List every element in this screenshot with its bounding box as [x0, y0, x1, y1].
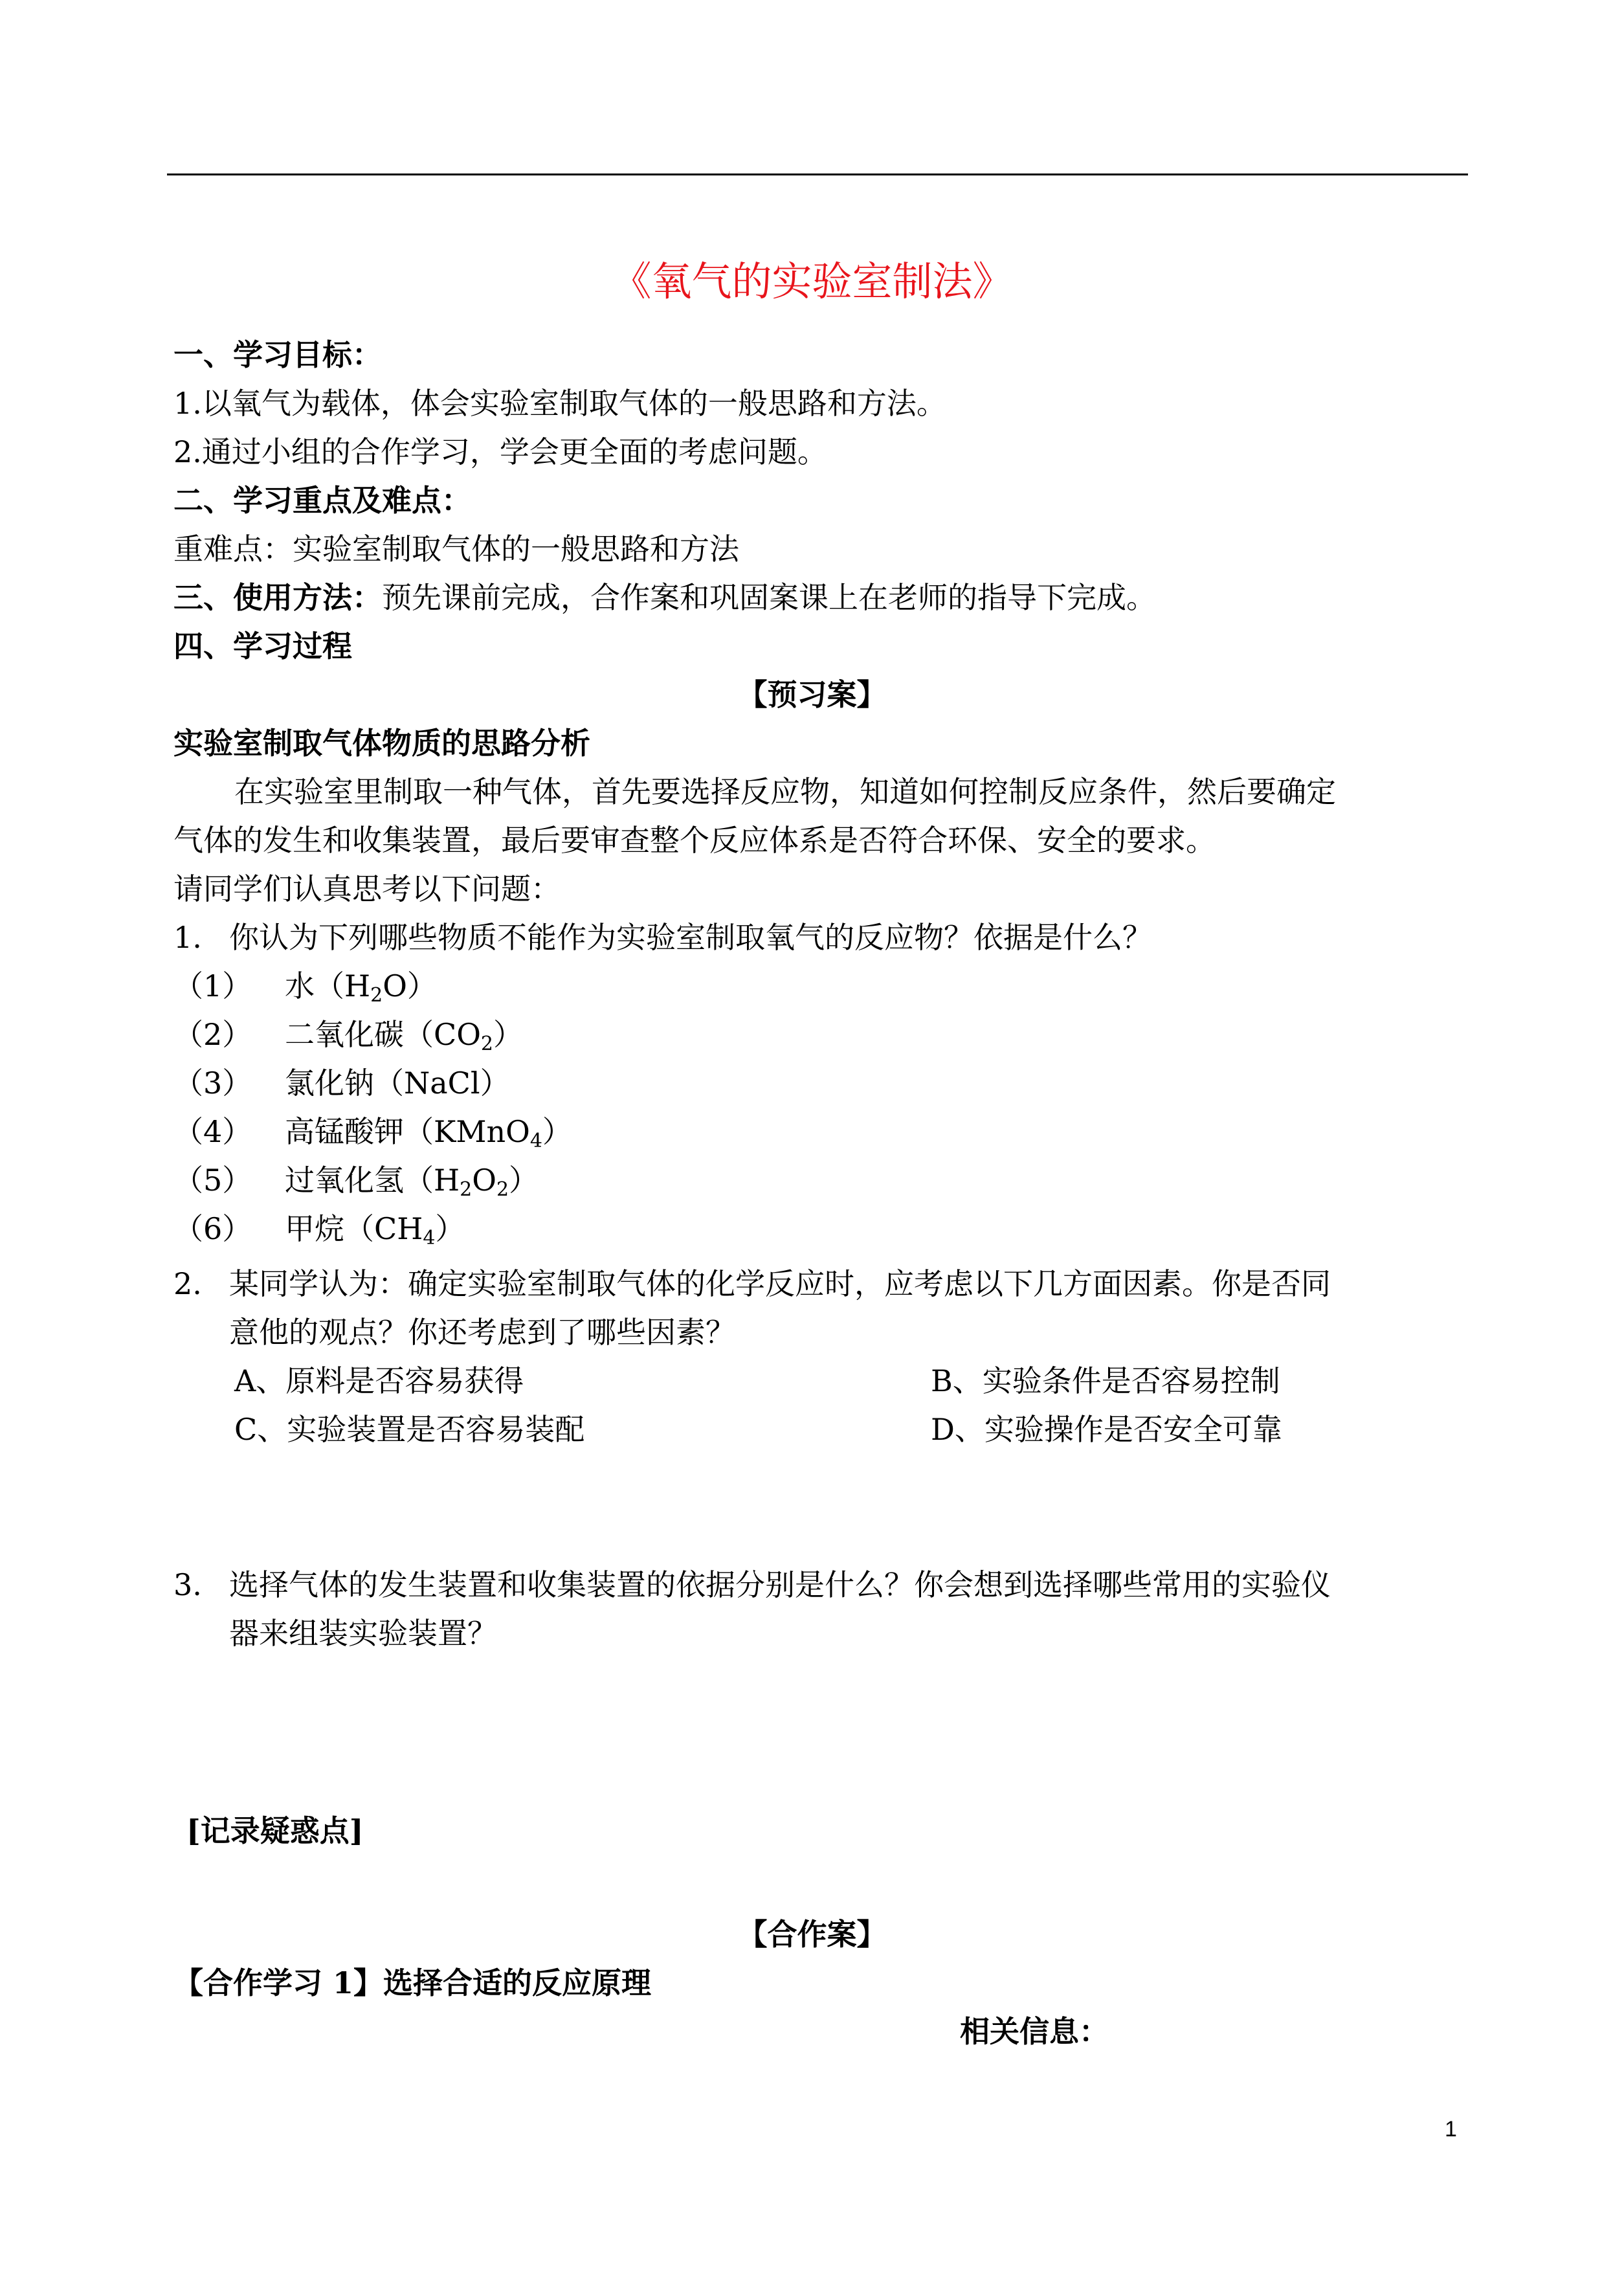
option-c: C、实验装置是否容易装配 — [234, 1412, 585, 1447]
subscript: 2 — [480, 1033, 494, 1055]
question-1 — [173, 918, 1152, 957]
key-points-heading: 二、学习重点及难点： — [173, 483, 471, 518]
formula-part: ） — [542, 1114, 572, 1149]
substance-number: （2） — [173, 1017, 252, 1052]
question-3-cont: 器来组装实验装置？ — [229, 1616, 497, 1651]
substance-number: （6） — [173, 1211, 252, 1246]
formula-part: ） — [435, 1211, 465, 1246]
cooperation-heading: 【合作案】 — [737, 1917, 887, 1952]
header-rule — [167, 173, 1468, 175]
intro-line-2: 气体的发生和收集装置，最后要审查整个反应体系是否符合环保、安全的要求。 — [173, 823, 1216, 858]
question-text: 选择气体的发生装置和收集装置的依据分别是什么？你会想到选择哪些常用的实验仪 — [229, 1567, 1331, 1602]
subscript: 4 — [529, 1130, 542, 1152]
option-b: B、实验条件是否容易控制 — [931, 1363, 1280, 1398]
objective-item-2: 2.通过小组的合作学习，学会更全面的考虑问题。 — [173, 434, 827, 469]
substance-number: （5） — [173, 1163, 252, 1198]
preview-subheading: 实验室制取气体物质的思路分析 — [173, 726, 590, 761]
question-2-cont: 意他的观点？你还考虑到了哪些因素？ — [229, 1315, 735, 1350]
usage-heading: 三、使用方法： — [173, 580, 382, 615]
question-text: 某同学认为：确定实验室制取气体的化学反应时，应考虑以下几方面因素。你是否同 — [229, 1266, 1331, 1301]
prompt-text: 请同学们认真思考以下问题： — [173, 871, 561, 906]
subscript: 2 — [460, 1178, 473, 1201]
substance-name: 甲烷（CH — [285, 1211, 423, 1246]
subscript: 2 — [496, 1178, 509, 1201]
substance-number: （1） — [173, 968, 252, 1003]
page-title: 《氧气的实验室制法》 — [611, 258, 1013, 305]
related-info: 相关信息： — [960, 2014, 1109, 2049]
objective-item-1: 1.以氧气为载体，体会实验室制取气体的一般思路和方法。 — [173, 386, 946, 421]
formula-part: O — [472, 1163, 496, 1198]
substance-item — [173, 1064, 510, 1102]
option-a: A、原料是否容易获得 — [234, 1363, 524, 1398]
usage-text: 预先课前完成，合作案和巩固案课上在老师的指导下完成。 — [382, 580, 1156, 615]
substance-item — [173, 967, 437, 1005]
formula-part: O） — [383, 968, 437, 1003]
key-points-text: 重难点：实验室制取气体的一般思路和方法 — [173, 531, 739, 566]
substance-name: 高锰酸钾（KMnO — [285, 1114, 530, 1149]
cooperation-item-1: 【合作学习 1】选择合适的反应原理 — [173, 1965, 652, 2000]
formula-part: ） — [509, 1163, 539, 1198]
usage-line — [173, 578, 1156, 617]
subscript: 4 — [423, 1227, 436, 1249]
question-3 — [173, 1565, 1331, 1604]
substance-item — [173, 1209, 465, 1248]
substance-item — [173, 1112, 572, 1151]
option-d: D、实验操作是否安全可靠 — [931, 1412, 1282, 1447]
preview-heading: 【预习案】 — [737, 677, 887, 712]
intro-line-1: 在实验室里制取一种气体，首先要选择反应物，知道如何控制反应条件，然后要确定 — [234, 774, 1336, 809]
process-heading: 四、学习过程 — [173, 629, 352, 664]
doubts-heading: [记录疑惑点] — [186, 1813, 364, 1848]
substance-name: 二氧化碳（CO — [285, 1017, 481, 1052]
substance-item — [173, 1161, 539, 1200]
page-number: 1 — [1445, 2117, 1457, 2142]
question-number: 3. — [173, 1567, 202, 1602]
subscript: 2 — [370, 984, 383, 1007]
substance-number: （3） — [173, 1066, 252, 1101]
substance-name: 氯化钠（NaCl） — [285, 1066, 510, 1101]
question-text: 你认为下列哪些物质不能作为实验室制取氧气的反应物？依据是什么？ — [229, 920, 1152, 955]
substance-number: （4） — [173, 1114, 252, 1149]
substance-name: 过氧化氢（H — [285, 1163, 460, 1198]
substance-item — [173, 1015, 523, 1054]
question-2 — [173, 1264, 1331, 1303]
objectives-heading: 一、学习目标： — [173, 337, 382, 372]
question-number: 2. — [173, 1266, 202, 1301]
formula-part: ） — [493, 1017, 524, 1052]
question-number: 1. — [173, 920, 202, 955]
substance-name: 水（H — [285, 968, 371, 1003]
